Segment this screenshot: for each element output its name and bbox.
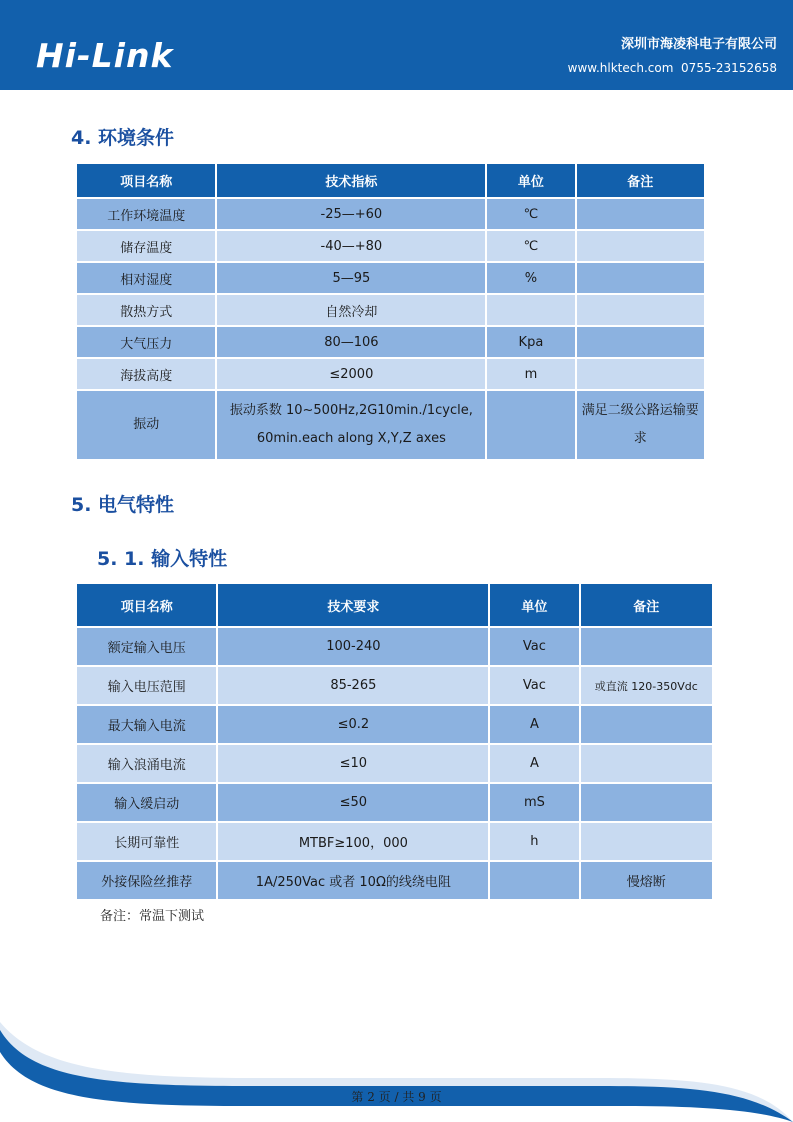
table-cell [577,295,704,325]
table-cell: Vac [490,667,578,704]
page-header [0,0,793,90]
table-row [77,784,712,821]
table-cell: ≤0.2 [218,706,488,743]
table-row [77,823,712,860]
table-cell: 散热方式 [77,295,215,325]
table-cell [581,823,712,860]
table-cell: 相对湿度 [77,263,215,293]
table-cell [577,263,704,293]
table-header-row [77,584,712,626]
table-cell: 海拔高度 [77,359,215,389]
column-header: 项目名称 [77,164,215,197]
table-cell: 外接保险丝推荐 [77,862,216,899]
table-cell: A [490,745,578,782]
company-website: www.hlktech.com [567,61,674,75]
table-cell: 输入电压范围 [77,667,216,704]
section-5-1-title: 5. 1. 输入特性 [97,548,228,570]
column-header: 技术指标 [217,164,485,197]
table-row [77,862,712,899]
table-cell [581,784,712,821]
table-cell: 储存温度 [77,231,215,261]
table-row [77,391,704,459]
table-cell [490,862,578,899]
table-cell: -25—+60 [217,199,485,229]
table-cell: 输入缓启动 [77,784,216,821]
table-cell: ℃ [487,199,574,229]
table-cell: 80—106 [217,327,485,357]
table-cell: 1A/250Vac 或者 10Ω的线绕电阻 [218,862,488,899]
table-cell [577,231,704,261]
table-cell: 最大输入电流 [77,706,216,743]
input-characteristics-table [75,582,714,901]
table-cell: 慢熔断 [581,862,712,899]
company-logo: Hi-Link [36,36,174,75]
table-cell: 5—95 [217,263,485,293]
table-cell: 自然冷却 [217,295,485,325]
table-cell: Kpa [487,327,574,357]
table-row [77,295,704,325]
table-cell: 工作环境温度 [77,199,215,229]
table-cell: Vac [490,628,578,665]
environment-conditions-table [75,162,706,461]
table-cell: 振动 [77,391,215,459]
table-row [77,628,712,665]
table-cell: ≤50 [218,784,488,821]
section-4-title: 4. 环境条件 [71,127,175,149]
column-header: 单位 [490,584,578,626]
table-row [77,263,704,293]
table-cell [577,359,704,389]
table-row [77,745,712,782]
table-row [77,231,704,261]
column-header: 单位 [487,164,574,197]
table-cell [581,628,712,665]
table-cell: ≤2000 [217,359,485,389]
company-contact [568,60,777,76]
section-5-title: 5. 电气特性 [71,494,175,516]
column-header: 备注 [577,164,704,197]
column-header: 项目名称 [77,584,216,626]
company-phone: 0755-23152658 [681,61,777,75]
table-cell: -40—+80 [217,231,485,261]
table-cell: 或直流 120-350Vdc [581,667,712,704]
table-cell: A [490,706,578,743]
table-cell [581,745,712,782]
column-header: 技术要求 [218,584,488,626]
table-cell: 额定输入电压 [77,628,216,665]
table-cell [487,295,574,325]
table-note: 备注：常温下测试 [100,909,205,924]
table-cell: 满足二级公路运输要求 [577,391,704,459]
table-cell: ≤10 [218,745,488,782]
table-row [77,706,712,743]
table-cell: m [487,359,574,389]
company-name: 深圳市海凌科电子有限公司 [620,37,777,52]
table-cell [487,391,574,459]
table-row [77,667,712,704]
table-cell: 85-265 [218,667,488,704]
table-cell [581,706,712,743]
table-cell: 100-240 [218,628,488,665]
table-cell [577,199,704,229]
table-cell: 振动系数 10~500Hz,2G10min./1cycle, 60min.each along X,Y,Z axes [217,391,485,459]
table-cell: % [487,263,574,293]
page-number: 第 2 页 / 共 9 页 [351,1090,442,1104]
table-cell: mS [490,784,578,821]
table-cell [577,327,704,357]
table-row [77,359,704,389]
table-cell: 长期可靠性 [77,823,216,860]
table-cell: h [490,823,578,860]
table-cell: ℃ [487,231,574,261]
table-row [77,199,704,229]
table-header-row [77,164,704,197]
table-cell: 输入浪涌电流 [77,745,216,782]
column-header: 备注 [581,584,712,626]
table-cell: MTBF≥100，000 [218,823,488,860]
table-row [77,327,704,357]
table-cell: 大气压力 [77,327,215,357]
